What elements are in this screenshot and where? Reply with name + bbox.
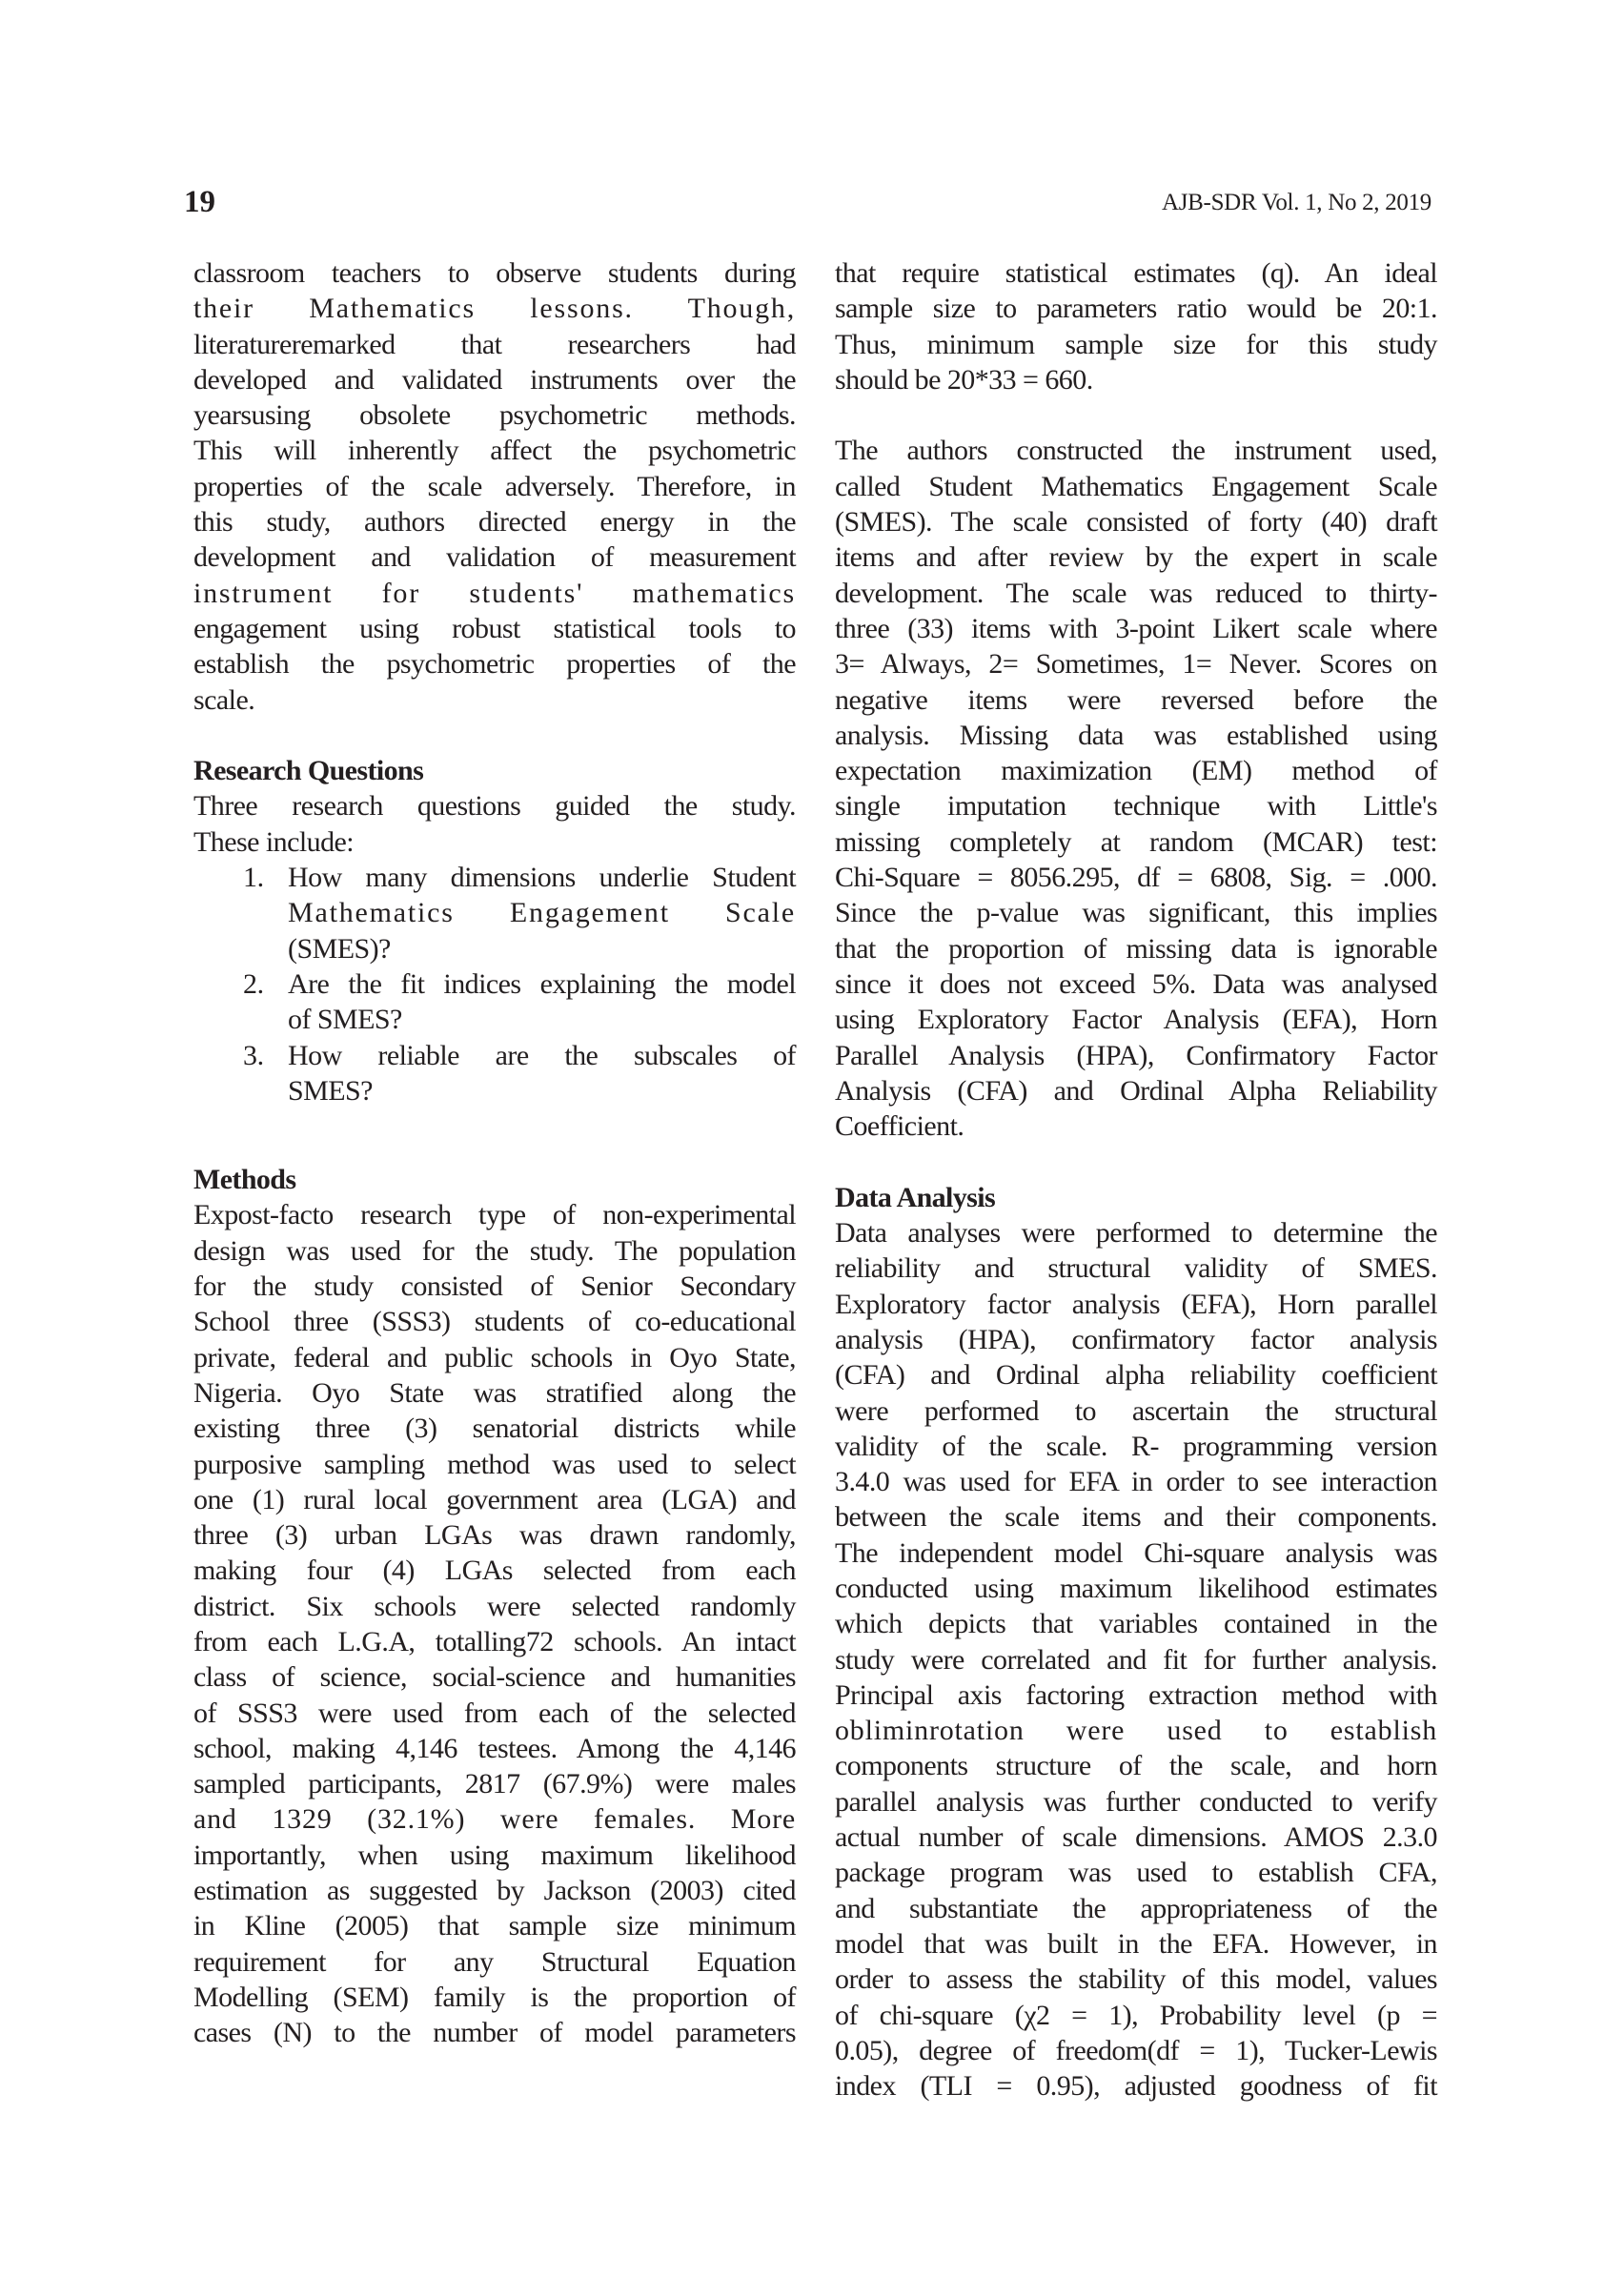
text-line: Chi-Square = 8056.295, df = 6808, Sig. = .000. (835, 862, 1437, 894)
text-line: Three research questions guided the study. (193, 790, 796, 823)
text-line: These include: (193, 825, 355, 858)
text-line: existing three (3) senatorial districts while (193, 1413, 796, 1445)
data-analysis-section (835, 1180, 1437, 2104)
text-line: (CFA) and Ordinal alpha reliability coefficient (835, 1359, 1437, 1392)
text-line: importantly, when using maximum likelihood (193, 1839, 796, 1871)
text-line: Coefficient. (835, 1110, 964, 1143)
text-line: for the study consisted of Senior Secondary (193, 1271, 796, 1303)
text-line: class of science, social-science and humanities (193, 1661, 796, 1694)
right-column (835, 255, 1437, 2104)
text-line: this study, authors directed energy in the (193, 506, 796, 539)
text-line: developed and validated instruments over the (193, 363, 796, 396)
text-line: School three (SSS3) students of co-educational (193, 1306, 796, 1338)
section-heading: Data Analysis (835, 1181, 996, 1213)
text-line: Analysis (CFA) and Ordinal Alpha Reliability (835, 1074, 1437, 1107)
text-line: 3= Always, 2= Sometimes, 1= Never. Scores on (835, 648, 1437, 681)
text-line: development and validation of measurement (193, 541, 796, 574)
text-line: expectation maximization (EM) method of (835, 755, 1437, 787)
instrument-paragraph (835, 433, 1437, 1144)
text-line: engagement using robust statistical tools to (193, 612, 796, 644)
text-line: (SMES)? (288, 932, 391, 965)
text-line: This will inherently affect the psychometric (193, 435, 796, 467)
journal-running-head: AJB-SDR Vol. 1, No 2, 2019 (1162, 190, 1431, 215)
text-line: from each L.G.A, totalling72 schools. An intact (193, 1625, 796, 1657)
text-line: three (3) urban LGAs was drawn randomly, (193, 1519, 796, 1552)
text-line: How reliable are the subscales of (288, 1039, 796, 1071)
text-line: that the proportion of missing data is ignorable (835, 932, 1437, 965)
text-line: of SMES? (288, 1004, 402, 1036)
sample-size-paragraph (835, 255, 1437, 397)
text-line: cases (N) to the number of model parameters (193, 2017, 796, 2049)
methods-section (193, 1162, 796, 2050)
left-column (193, 255, 796, 2051)
list-number: 1. (243, 862, 264, 894)
text-line: Exploratory factor analysis (EFA), Horn parallel (835, 1288, 1437, 1320)
text-line: requirement for any Structural Equation (193, 1945, 796, 1978)
research-question-1 (193, 860, 796, 966)
text-line: since it does not exceed 5%. Data was analysed (835, 967, 1437, 1000)
section-heading: Research Questions (193, 755, 424, 787)
text-line: study were correlated and fit for further analysis. (835, 1643, 1437, 1676)
text-line: components structure of the scale, and horn (835, 1750, 1437, 1782)
intro-paragraph (193, 255, 796, 718)
text-line: were performed to ascertain the structural (835, 1394, 1437, 1427)
text-line: Nigeria. Oyo State was stratified along the (193, 1376, 796, 1409)
text-line: sampled participants, 2817 (67.9%) were males (193, 1768, 796, 1800)
text-line: development. The scale was reduced to thirty- (835, 577, 1437, 609)
text-line: conducted using maximum likelihood estimates (835, 1572, 1437, 1604)
text-line: Thus, minimum sample size for this study (835, 328, 1437, 360)
text-line: Parallel Analysis (HPA), Confirmatory Factor (835, 1039, 1437, 1071)
research-questions-section (193, 753, 796, 1108)
text-line: Data analyses were performed to determine the (835, 1217, 1437, 1250)
research-question-2 (193, 966, 796, 1038)
text-line: should be 20*33 = 660. (835, 363, 1093, 396)
text-line: literatureremarked that researchers had (193, 328, 796, 360)
text-line: index (TLI = 0.95), adjusted goodness of fit (835, 2070, 1437, 2103)
text-line: and substantiate the appropriateness of the (835, 1892, 1437, 1924)
list-number: 2. (243, 967, 264, 1000)
text-line: Expost-facto research type of non-experimental (193, 1199, 796, 1231)
text-line: estimation as suggested by Jackson (2003) cited (193, 1875, 796, 1907)
text-line: order to assess the stability of this model, values (835, 1963, 1437, 1996)
text-line: which depicts that variables contained in the (835, 1608, 1437, 1640)
text-line: SMES? (288, 1074, 373, 1107)
text-line: that require statistical estimates (q). An ideal (835, 257, 1437, 289)
text-line: properties of the scale adversely. Therefore, in (193, 470, 796, 502)
text-line: called Student Mathematics Engagement Scale (835, 470, 1437, 502)
text-line: Modelling (SEM) family is the proportion of (193, 1981, 796, 2013)
text-line: The independent model Chi-square analysis was (835, 1536, 1437, 1569)
text-line: items and after review by the expert in scale (835, 541, 1437, 574)
text-line: instrument for students' mathematics (193, 577, 796, 609)
text-line: How many dimensions underlie Student (288, 862, 796, 894)
text-line: Mathematics Engagement Scale (288, 897, 796, 929)
text-line: Principal axis factoring extraction method with (835, 1678, 1437, 1711)
text-line: one (1) rural local government area (LGA) and (193, 1483, 796, 1515)
section-heading: Methods (193, 1164, 296, 1196)
text-line: purposive sampling method was used to select (193, 1448, 796, 1480)
text-line: classroom teachers to observe students during (193, 257, 796, 289)
text-line: The authors constructed the instrument used, (835, 435, 1437, 467)
text-line: their Mathematics lessons. Though, (193, 293, 796, 325)
text-line: 0.05), degree of freedom(df = 1), Tucker-Lewis (835, 2034, 1437, 2066)
text-line: district. Six schools were selected randomly (193, 1590, 796, 1622)
text-line: school, making 4,146 testees. Among the 4,146 (193, 1732, 796, 1764)
text-line: parallel analysis was further conducted to verify (835, 1785, 1437, 1818)
text-line: making four (4) LGAs selected from each (193, 1555, 796, 1587)
text-line: three (33) items with 3-point Likert scale where (835, 612, 1437, 644)
text-line: obliminrotation were used to establish (835, 1715, 1437, 1747)
text-line: reliability and structural validity of SMES. (835, 1252, 1437, 1285)
text-line: validity of the scale. R- programming version (835, 1430, 1437, 1462)
text-line: analysis (HPA), confirmatory factor analysis (835, 1323, 1437, 1355)
text-line: missing completely at random (MCAR) test: (835, 825, 1437, 858)
text-line: using Exploratory Factor Analysis (EFA), Horn (835, 1004, 1437, 1036)
text-line: and 1329 (32.1%) were females. More (193, 1803, 796, 1836)
text-line: Are the fit indices explaining the model (288, 967, 796, 1000)
text-line: of chi-square (χ2 = 1), Probability level (p = (835, 1999, 1437, 2031)
text-line: in Kline (2005) that sample size minimum (193, 1910, 796, 1942)
list-number: 3. (243, 1039, 264, 1071)
page-number: 19 (184, 185, 215, 219)
text-line: establish the psychometric properties of the (193, 648, 796, 681)
text-line: actual number of scale dimensions. AMOS 2.3.0 (835, 1821, 1437, 1854)
text-line: model that was built in the EFA. However, in (835, 1927, 1437, 1960)
text-line: sample size to parameters ratio would be 20:1. (835, 293, 1437, 325)
text-line: package program was used to establish CFA, (835, 1857, 1437, 1889)
text-line: Since the p-value was significant, this implies (835, 897, 1437, 929)
text-line: analysis. Missing data was established using (835, 719, 1437, 751)
text-line: (SMES). The scale consisted of forty (40) draft (835, 506, 1437, 539)
text-line: single imputation technique with Little's (835, 790, 1437, 823)
text-line: 3.4.0 was used for EFA in order to see interaction (835, 1466, 1437, 1498)
text-line: yearsusing obsolete psychometric methods. (193, 399, 796, 432)
text-line: of SSS3 were used from each of the selected (193, 1697, 796, 1729)
research-question-3 (193, 1038, 796, 1109)
text-line: negative items were reversed before the (835, 683, 1437, 716)
text-line: scale. (193, 683, 255, 716)
text-line: design was used for the study. The population (193, 1234, 796, 1267)
text-line: between the scale items and their components. (835, 1501, 1437, 1534)
text-line: private, federal and public schools in Oyo State, (193, 1341, 796, 1373)
